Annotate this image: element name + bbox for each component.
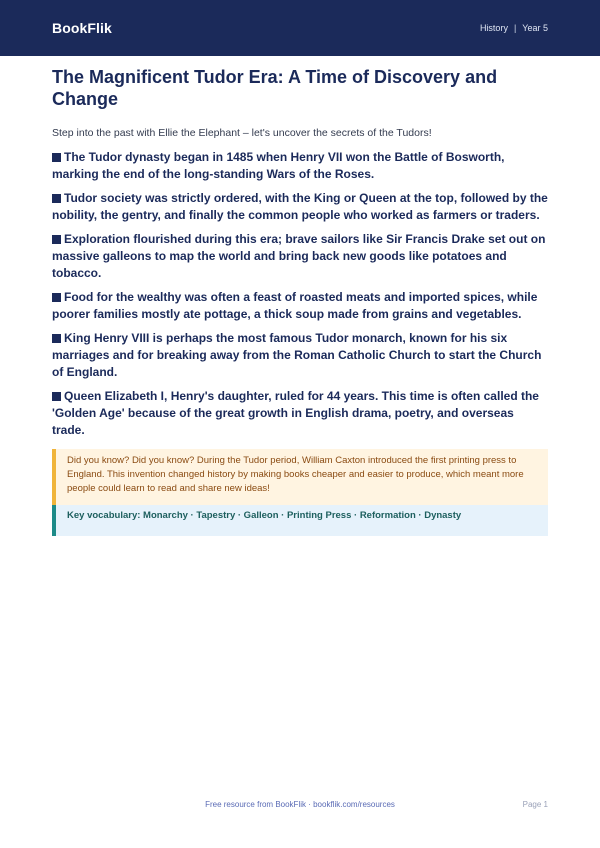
list-item-text: Queen Elizabeth I, Henry's daughter, ruled for 44 years. This time is often called the 'Golden Age' because of the great growth in English drama, poetry, and overseas trade. (52, 389, 539, 437)
list-item (52, 388, 548, 439)
square-bullet-icon (52, 153, 61, 162)
list-item (52, 231, 548, 282)
intro-text: Step into the past with Ellie the Elephant – let's uncover the secrets of the Tudors! (52, 127, 432, 139)
list-item (52, 190, 548, 224)
breadcrumb-year[interactable]: Year 5 (522, 23, 548, 33)
list-item-text: The Tudor dynasty began in 1485 when Henry VII won the Battle of Bosworth, marking the end of the long-standing Wars of the Roses. (52, 150, 505, 181)
list-item (52, 289, 548, 323)
brand-logo[interactable]: BookFlik (52, 20, 112, 36)
square-bullet-icon (52, 293, 61, 302)
list-item-text: Food for the wealthy was often a feast of roasted meats and imported spices, while poorer families mostly ate pottage, a thick soup made from grains and vegetables. (52, 290, 538, 321)
fact-list (52, 149, 548, 439)
page-number: Page 1 (522, 800, 548, 809)
square-bullet-icon (52, 334, 61, 343)
square-bullet-icon (52, 235, 61, 244)
list-item (52, 149, 548, 183)
page-footer (0, 800, 600, 814)
key-vocabulary-box: Key vocabulary: Monarchy · Tapestry · Galleon · Printing Press · Reformation · Dynasty (52, 505, 548, 536)
breadcrumb-separator: | (513, 23, 517, 33)
did-you-know-callout: Did you know? Did you know? During the Tudor period, William Caxton introduced the first printing press to England. This invention changed history by making books cheaper and easier to produce, which meant more people could learn to read and share new ideas! (52, 449, 548, 505)
footer-resource-link[interactable]: Free resource from BookFlik · bookflik.com/resources (205, 800, 395, 809)
main-content (52, 66, 548, 536)
list-item-text: Exploration flourished during this era; brave sailors like Sir Francis Drake set out on massive galleons to map the world and bring back new goods like potatoes and tobacco. (52, 232, 546, 280)
list-item-text: King Henry VIII is perhaps the most famous Tudor monarch, known for his six marriages and for breaking away from the Roman Catholic Church to start the Church of England. (52, 331, 542, 379)
breadcrumb-subject[interactable]: History (479, 23, 508, 33)
list-item (52, 330, 548, 381)
square-bullet-icon (52, 392, 61, 401)
page-title: The Magnificent Tudor Era: A Time of Discovery and Change (52, 67, 498, 109)
breadcrumb (480, 23, 548, 33)
top-bar (0, 0, 600, 56)
list-item-text: Tudor society was strictly ordered, with the King or Queen at the top, followed by the nobility, the gentry, and finally the common people who worked as farmers or traders. (52, 191, 548, 222)
square-bullet-icon (52, 194, 61, 203)
